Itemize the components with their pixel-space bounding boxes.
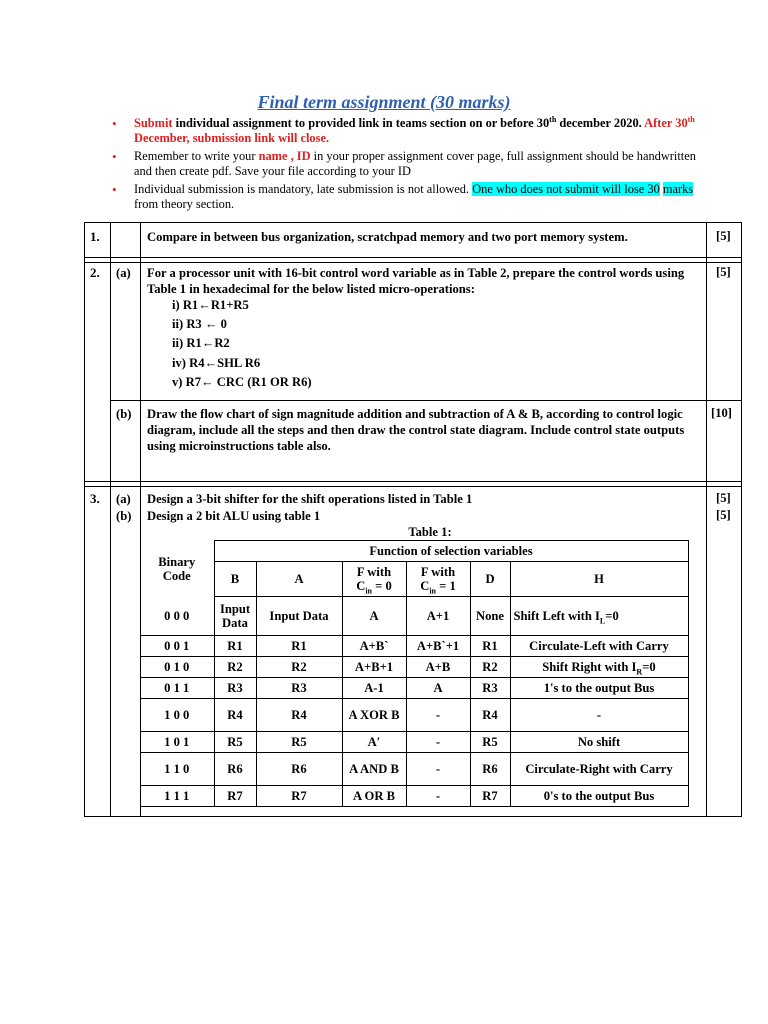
subquestion-label: (b) [116,407,132,421]
question-text: For a processor unit with 16-bit control word variable as in Table 2, prepare the control words using Table 1 in hexadecimal for the below listed micro-operations: [147,266,685,296]
question-text: Design a 3-bit shifter for the shift operations listed in Table 1 [147,492,473,506]
column-header: F with $C_{in} = 0$ [342,562,406,597]
column-divider [706,222,707,817]
column-header: F with $C_{in} = 1$ [406,562,470,597]
column-group-header: Function of selection variables [214,541,688,562]
bullet-icon: • [112,182,117,197]
micro-operations-list [172,296,312,392]
instruction-item: • Individual submission is mandatory, late submission is not allowed. One who does not submit will lose 30 marks from theory section. [112,182,694,211]
table-row: 1 0 0 R4 R4 A XOR B - R4 - [140,698,688,731]
question-marks: [5] [716,491,731,505]
question-text: Design a 2 bit ALU using table 1 [147,509,321,523]
micro-operation: i) R1←R1+R5 [172,298,249,312]
instructions-list [112,116,712,215]
table-row: 0 1 0 R2 R2 A+B+1 A+B R2 Shift Right with $I_R=0$ [140,656,688,677]
selection-variables-table [140,540,689,807]
bullet-icon: • [112,149,117,164]
subquestion-label: (a) [116,266,131,280]
row-divider [84,262,742,263]
table-caption: Table 1: [408,525,452,539]
question-marks: [5] [716,229,731,243]
question-marks: [5] [716,265,731,279]
subquestion-label: (a) [116,492,131,506]
column-header: Binary Code [140,541,214,597]
question-number: 2. [90,265,100,280]
table-row: 1 1 0 R6 R6 A AND B - R6 Circulate-Right with Carry [140,752,688,785]
column-header: A [256,562,342,597]
subquestion-label: (b) [116,509,132,523]
question-number: 3. [90,491,100,506]
row-divider [84,257,742,258]
column-divider [110,222,111,817]
question-text: Draw the flow chart of sign magnitude addition and subtraction of A & B, according to control logic diagram, include all the steps and then draw the control state diagram. Include control state outputs using microinstructions table also. [147,407,685,453]
page-title: Final term assignment (30 marks) [257,92,511,112]
row-divider [84,481,742,482]
table-row: 1 0 1 R5 R5 A′ - R5 No shift [140,731,688,752]
table-row: 0 0 1 R1 R1 A+B` A+B`+1 R1 Circulate-Left with Carry [140,635,688,656]
column-header: B [214,562,256,597]
table-row: 0 0 0 Input Data Input Data A A+1 None Shift Left with $I_L=0$ [140,597,688,636]
column-header: H [510,562,688,597]
instruction-item: • Submit individual assignment to provided link in teams section on or before 30th december 2020. After 30th December, submission link will close. [112,114,695,145]
instruction-item: • Remember to write your name , ID in your proper assignment cover page, full assignment should be handwritten and then create pdf. Save your file according to your ID [112,149,696,178]
question-text: Compare in between bus organization, scratchpad memory and two port memory system. [147,230,628,244]
table-row: 1 1 1 R7 R7 A OR B - R7 0's to the output Bus [140,785,688,806]
micro-operation: iv) R4←SHL R6 [172,355,261,370]
table-row: 0 1 1 R3 R3 A-1 A R3 1's to the output Bus [140,677,688,698]
micro-operation: ii) R3 ← 0 [172,317,227,332]
row-divider [110,400,742,401]
question-marks: [10] [711,406,732,420]
micro-operation: v) R7← CRC (R1 OR R6) [172,374,312,389]
micro-operation: ii) R1←R2 [172,336,230,351]
row-divider [84,486,742,487]
bullet-icon: • [112,116,117,131]
column-header: D [470,562,510,597]
question-marks: [5] [716,508,731,522]
question-number: 1. [90,229,100,244]
